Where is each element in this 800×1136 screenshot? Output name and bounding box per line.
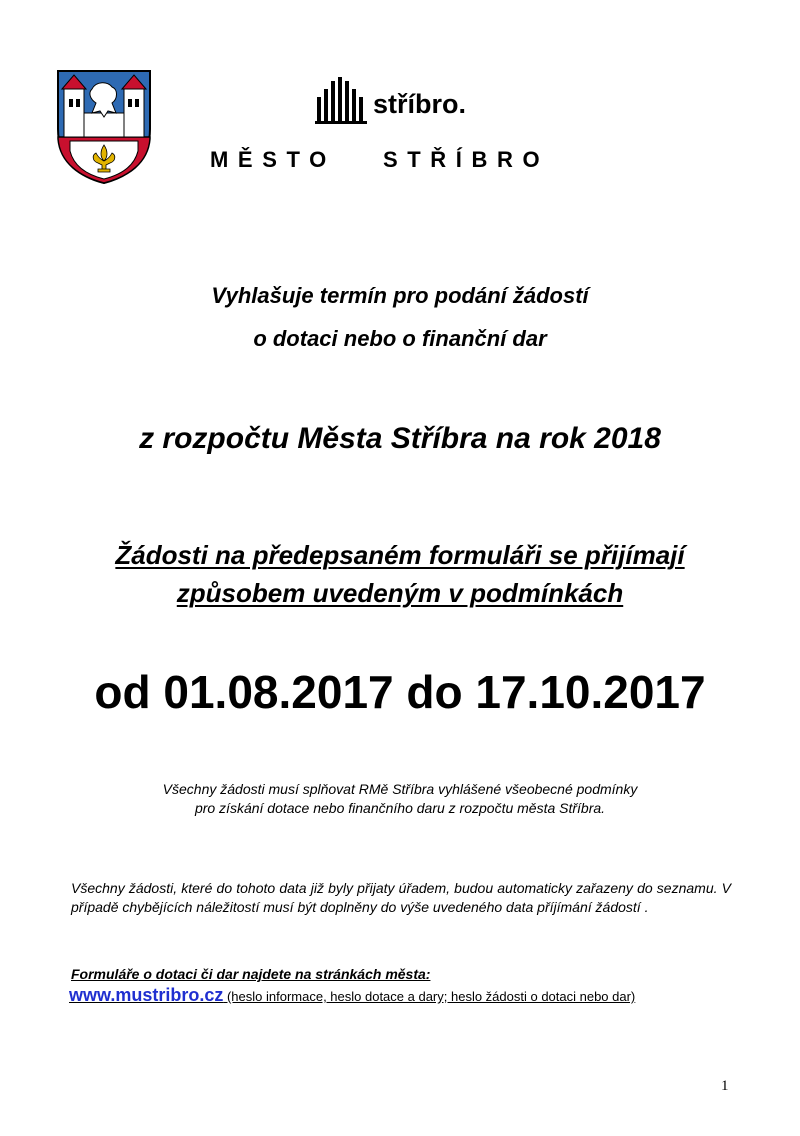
page-number: 1: [721, 1078, 729, 1094]
announcement-line-2: o dotaci nebo o finanční dar: [253, 326, 547, 351]
brand-text: stříbro.: [373, 89, 467, 119]
website-link[interactable]: www.mustribro.cz: [69, 985, 224, 1005]
announcement-line-1: Vyhlašuje termín pro podání žádostí: [211, 283, 589, 308]
city-title: MĚSTO STŘÍBRO: [210, 147, 550, 172]
website-line: [69, 985, 635, 1006]
conditions-note-line-1: Všechny žádosti musí splňovat RMě Stříbra vyhlášené všeobecné podmínky: [162, 781, 638, 797]
coat-of-arms-icon: [56, 69, 152, 185]
submission-line-1: Žádosti na předepsaném formuláři se přijímají: [115, 540, 685, 570]
conditions-note-line-2: pro získání dotace nebo finančního daru z rozpočtu města Stříbra.: [194, 800, 606, 816]
city-logo: [315, 77, 490, 127]
organ-pipes-icon: [315, 77, 371, 127]
date-range: od 01.08.2017 do 17.10.2017: [94, 666, 706, 718]
website-note: (heslo informace, heslo dotace a dary; heslo žádosti o dotaci nebo dar): [223, 989, 636, 1004]
budget-heading: z rozpočtu Města Stříbra na rok 2018: [139, 422, 661, 455]
info-paragraph: Všechny žádosti, které do tohoto data již byly přijaty úřadem, budou automaticky zařazeny do seznamu. V případě chybějících náležitostí musí být doplněny do výše uvedeného data příjímání žádostí .: [71, 880, 731, 915]
submission-line-2: způsobem uvedeným v podmínkách: [176, 578, 624, 608]
forms-info: Formuláře o dotaci či dar najdete na stránkách města:: [71, 966, 431, 982]
